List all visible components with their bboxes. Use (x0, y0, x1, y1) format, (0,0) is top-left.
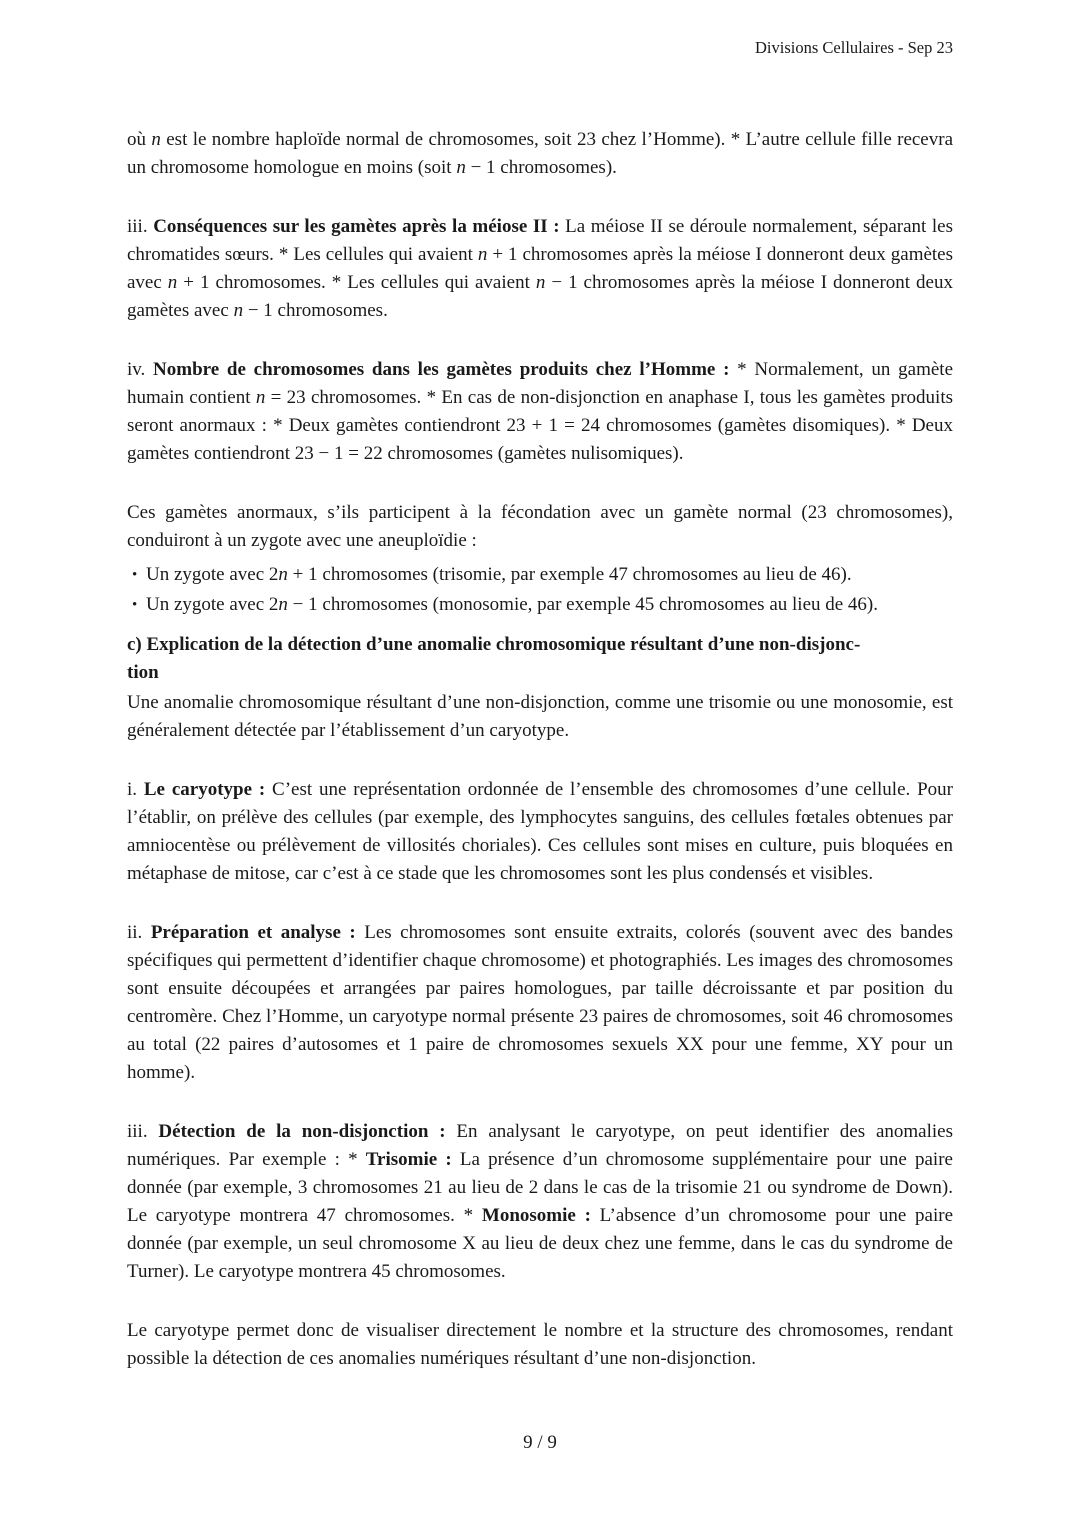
section-i-caryotype: i. Le caryotype : C’est une représentation ordonnée de l’ensemble des chromosomes d’une cellule. Pour l’établir, on prélève des cellules (par exemple, des lymphocytes sanguins, des cellules fœtales obtenues par amniocentèse ou prélèvement de villosités choriales). Ces cellules sont mises en culture, puis bloquées en métaphase de mitose, car c’est à ce stade que les chromosomes sont les plus condensés et visibles. (127, 779, 953, 884)
running-header: Divisions Cellulaires - Sep 23 (755, 38, 953, 57)
aneuploidy-bullet-list (127, 560, 953, 620)
list-item-trisomie (127, 560, 953, 590)
section-iii-consequences-meiose2: iii. Conséquences sur les gamètes après la méiose II : La méiose II se déroule normalement, séparant les chromatides sœurs. * Les cellules qui avaient n + 1 chromosomes après la méiose I donneront deux gamètes avec n + 1 chromosomes. * Les cellules qui avaient n − 1 chromosomes après la méiose I donneront deux gamètes avec n − 1 chromosomes. (127, 216, 954, 321)
bullet-icon: • (132, 567, 138, 583)
page-number: 9 / 9 (523, 1432, 557, 1453)
list-item-monosomie (127, 590, 953, 620)
bullet-icon: • (132, 597, 138, 613)
section-iii-detection-non-disjonction: iii. Détection de la non-disjonction : En analysant le caryotype, on peut identifier des anomalies numériques. Par exemple : * Trisomie : La présence d’un chromosome supplémentaire pour une paire donnée (par exemple, 3 chromosomes 21 au lieu de 2 dans le cas de la trisomie 21 ou syndrome de Down). Le caryotype montrera 47 chromosomes. * Monosomie : L’absence d’un chromosome pour une paire donnée (par exemple, un seul chromosome X au lieu de deux chez une femme, dans le cas du syndrome de Turner). Le caryotype montrera 45 chromosomes. (127, 1121, 954, 1282)
paragraph-anomalie-detection: Une anomalie chromosomique résultant d’une non-disjonction, comme une trisomie ou une monosomie, est généralement détectée par l’établissement d’un caryotype. (127, 692, 953, 741)
list-item-text: Un zygote avec 2n + 1 chromosomes (trisomie, par exemple 47 chromosomes au lieu de 46). (146, 564, 852, 585)
section-ii-preparation-analyse: ii. Préparation et analyse : Les chromosomes sont ensuite extraits, colorés (souvent avec des bandes spécifiques qui permettent d’identifier chaque chromosome) et photographiés. Les images des chromosomes sont ensuite découpées et arrangées par paires homologues, par taille décroissante et par position du centromère. Chez l’Homme, un caryotype normal présente 23 paires de chromosomes, soit 46 chromosomes au total (22 paires d’autosomes et 1 paire de chromosomes sexuels XX pour une femme, XY pour un homme). (127, 922, 954, 1083)
paragraph-gametes-anormaux: Ces gamètes anormaux, s’ils participent à la fécondation avec un gamète normal (23 chromosomes), conduiront à un zygote avec une aneuploïdie : (127, 502, 953, 551)
paragraph-haploid-note: où n est le nombre haploïde normal de chromosomes, soit 23 chez l’Homme). * L’autre cellule fille recevra un chromosome homologue en moins (soit n − 1 chromosomes). (127, 129, 954, 178)
heading-c-explication: c) Explication de la détection d’une anomalie chromosomique résultant d’une non-disjonc- tion (127, 634, 861, 683)
document-body (127, 126, 953, 1404)
section-iv-nombre-chromosomes: iv. Nombre de chromosomes dans les gamètes produits chez l’Homme : * Normalement, un gamète humain contient n = 23 chromosomes. * En cas de non-disjonction en anaphase I, tous les gamètes produits seront anormaux : * Deux gamètes contiendront 23 + 1 = 24 chromosomes (gamètes disomiques). * Deux gamètes contiendront 23 − 1 = 22 chromosomes (gamètes nulisomiques). (127, 359, 953, 464)
list-item-text: Un zygote avec 2n − 1 chromosomes (monosomie, par exemple 45 chromosomes au lieu de 46). (146, 594, 879, 615)
paragraph-conclusion: Le caryotype permet donc de visualiser directement le nombre et la structure des chromosomes, rendant possible la détection de ces anomalies numériques résultant d’une non-disjonction. (127, 1320, 953, 1369)
